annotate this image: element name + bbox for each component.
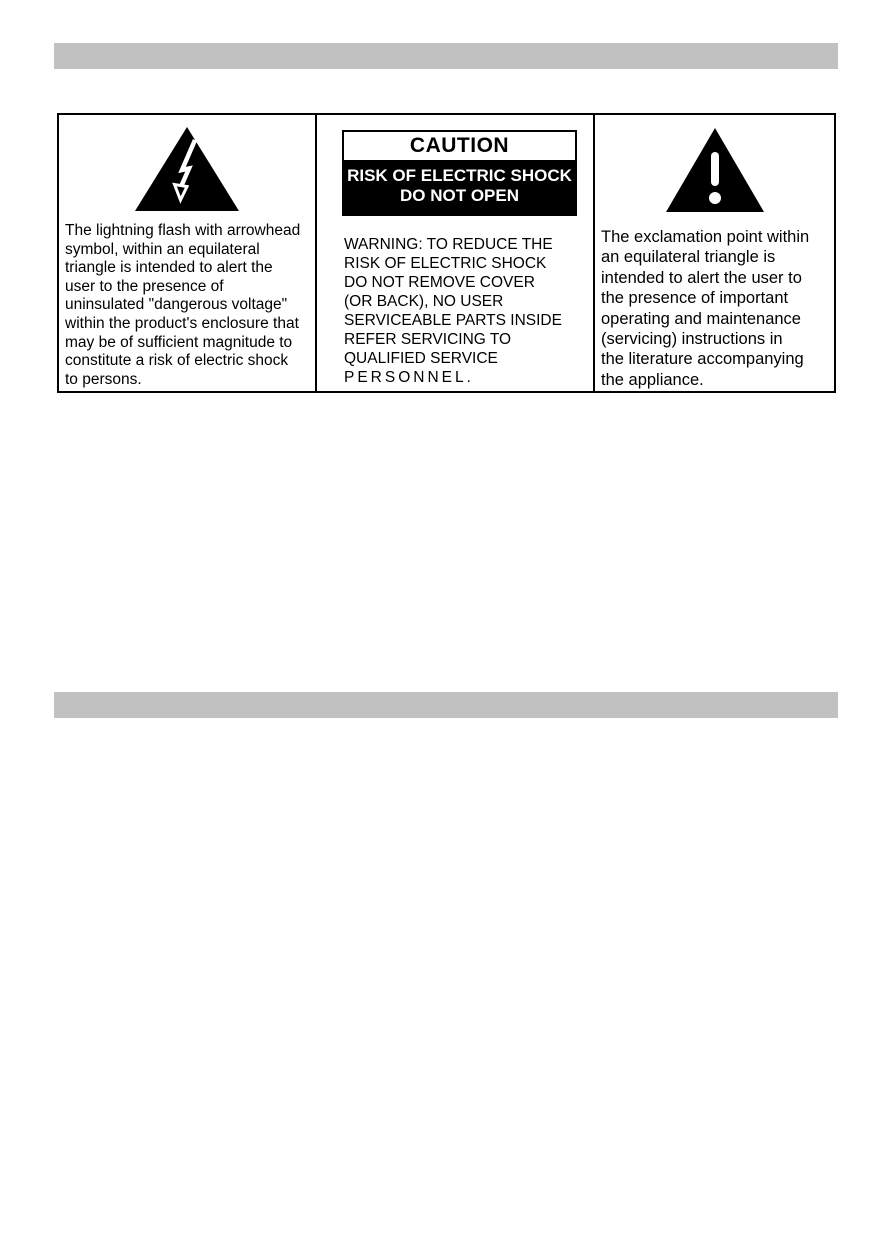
text-line: triangle is intended to alert the xyxy=(65,259,273,277)
text-line: DO NOT REMOVE COVER xyxy=(344,274,535,291)
shock-warning-text xyxy=(317,235,593,387)
text-line: the appliance. xyxy=(601,370,704,389)
exclamation-triangle-icon xyxy=(595,127,834,213)
text-line: constitute a risk of electric shock xyxy=(65,352,289,370)
text-line: DO NOT OPEN xyxy=(399,186,519,205)
safety-warning-box xyxy=(57,113,836,393)
text-line: to persons. xyxy=(65,370,142,388)
exclamation-warning-panel xyxy=(595,115,834,391)
lightning-warning-text xyxy=(59,222,315,389)
caution-title: CAUTION xyxy=(344,132,575,160)
exclamation-warning-text xyxy=(595,227,834,390)
caution-panel xyxy=(317,115,595,391)
text-line: (OR BACK), NO USER xyxy=(344,293,504,310)
top-gray-bar xyxy=(54,43,838,69)
text-line: an equilateral triangle is xyxy=(601,248,776,267)
text-line: PERSONNEL. xyxy=(344,369,474,386)
text-line: QUALIFIED SERVICE xyxy=(344,350,498,367)
text-line: the presence of important xyxy=(601,289,789,308)
text-line: intended to alert the user to xyxy=(601,268,802,287)
text-line: the literature accompanying xyxy=(601,350,804,369)
text-line: SERVICEABLE PARTS INSIDE xyxy=(344,312,562,329)
text-line: The lightning flash with arrowhead xyxy=(65,222,301,239)
text-line: may be of sufficient magnitude to xyxy=(65,333,293,351)
text-line: The exclamation point within xyxy=(601,228,810,246)
text-line: RISK OF ELECTRIC SHOCK xyxy=(347,166,572,185)
text-line: symbol, within an equilateral xyxy=(65,240,260,258)
lightning-warning-panel xyxy=(59,115,317,391)
risk-of-shock-label xyxy=(344,160,575,214)
middle-gray-bar xyxy=(54,692,838,718)
text-line: (servicing) instructions in xyxy=(601,330,783,349)
lightning-triangle-icon xyxy=(59,126,315,212)
text-line: operating and maintenance xyxy=(601,309,801,328)
text-line: REFER SERVICING TO xyxy=(344,331,512,348)
text-line: WARNING: TO REDUCE THE xyxy=(344,236,553,253)
text-line: user to the presence of xyxy=(65,277,224,295)
text-line: within the product's enclosure that xyxy=(65,314,299,332)
text-line: uninsulated "dangerous voltage" xyxy=(65,296,288,314)
caution-label-box xyxy=(342,130,577,216)
text-line: RISK OF ELECTRIC SHOCK xyxy=(344,255,547,272)
